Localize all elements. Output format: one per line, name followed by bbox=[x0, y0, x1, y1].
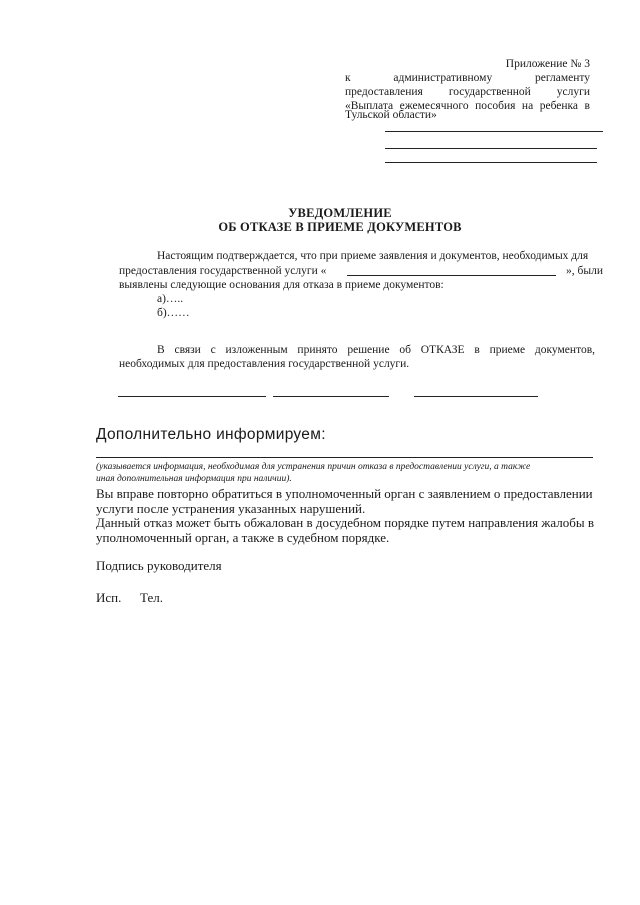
additional-info-note-line-2: иная дополнительная информация при наличии). bbox=[96, 474, 292, 484]
head-signature-label: Подпись руководителя bbox=[96, 558, 222, 573]
phone-label: Тел. bbox=[140, 590, 163, 605]
appendix-number: Приложение № 3 bbox=[505, 58, 590, 70]
document-title-line-2: ОБ ОТКАЗЕ В ПРИЕМЕ ДОКУМЕНТОВ bbox=[218, 220, 462, 234]
refusal-ground-a: а)….. bbox=[157, 293, 184, 305]
reapply-paragraph-line-1: Вы вправе повторно обратиться в уполномоченный орган с заявлением о предоставлении bbox=[96, 486, 593, 501]
additional-info-heading: Дополнительно информируем: bbox=[96, 426, 326, 443]
signature-blank-line-3 bbox=[414, 396, 538, 397]
appendix-line-2: предоставления государственной услуги bbox=[345, 86, 590, 98]
intro-line-1: Настоящим подтверждается, что при приеме заявления и документов, необходимых для bbox=[157, 250, 589, 262]
reapply-paragraph-line-2: услуги после устранения указанных нарушений. bbox=[96, 501, 366, 516]
header-blank-line-3 bbox=[385, 162, 597, 163]
appendix-line-4: Тульской области» bbox=[345, 109, 437, 121]
intro-line-2-start: предоставления государственной услуги « bbox=[119, 265, 327, 277]
intro-line-2-end: », были bbox=[566, 265, 603, 277]
additional-info-blank-line bbox=[96, 457, 593, 458]
header-blank-line-2 bbox=[385, 148, 597, 149]
executor-label: Исп. bbox=[96, 590, 122, 605]
decision-line-2: необходимых для предоставления государственной услуги. bbox=[119, 358, 410, 370]
decision-line-1: В связи с изложенным принято решение об ОТКАЗЕ в приеме документов, bbox=[157, 344, 595, 356]
appeal-paragraph-line-2: уполномоченный орган, а также в судебном порядке. bbox=[96, 530, 390, 545]
service-name-blank-line bbox=[347, 275, 556, 276]
intro-line-3: выявлены следующие основания для отказа в приеме документов: bbox=[119, 279, 444, 291]
appendix-line-1: к административному регламенту bbox=[345, 72, 590, 84]
document-title-line-1: УВЕДОМЛЕНИЕ bbox=[288, 206, 392, 220]
additional-info-note-line-1: (указывается информация, необходимая для устранения причин отказа в предоставлении услуги, а также bbox=[96, 462, 531, 472]
signature-blank-line-1 bbox=[118, 396, 266, 397]
appendix-line-3: «Выплата ежемесячного пособия на ребенка в bbox=[345, 100, 590, 112]
header-blank-line-1 bbox=[385, 131, 603, 132]
signature-blank-line-2 bbox=[273, 396, 389, 397]
refusal-ground-b: б)…… bbox=[157, 307, 190, 319]
appeal-paragraph-line-1: Данный отказ может быть обжалован в досудебном порядке путем направления жалобы в bbox=[96, 515, 594, 530]
